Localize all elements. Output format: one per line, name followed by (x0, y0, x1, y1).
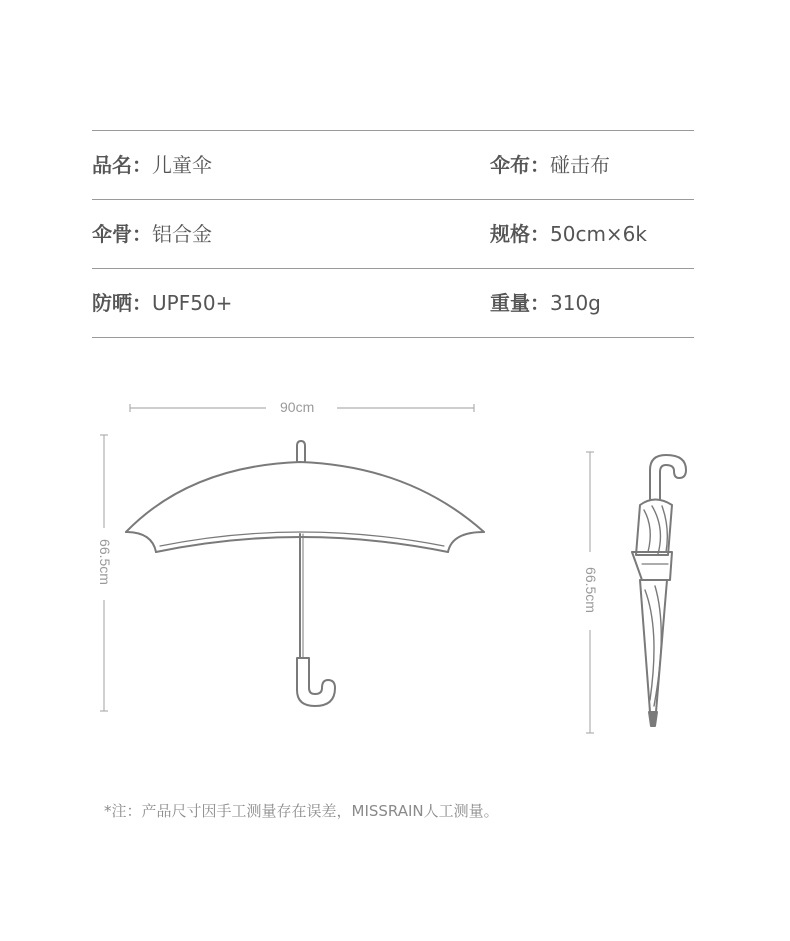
spec-value: 儿童伞 (152, 153, 212, 177)
spec-value: UPF50+ (152, 291, 233, 315)
closed-height-label: 66.5cm (582, 567, 599, 613)
open-height-label: 66.5cm (96, 539, 113, 585)
spec-value: 碰击布 (550, 153, 610, 177)
spec-key: 重量： (490, 291, 550, 315)
spec-key: 品名： (92, 153, 152, 177)
measurement-note: *注：产品尺寸因手工测量存在误差，MISSRAIN人工测量。 (104, 802, 499, 820)
spec-value: 铝合金 (152, 222, 212, 246)
open-umbrella-icon (126, 441, 484, 706)
open-width-label: 90cm (280, 399, 315, 415)
spec-key: 规格： (490, 222, 550, 246)
spec-value: 50cm×6k (550, 222, 647, 246)
spec-key: 伞布： (490, 153, 550, 177)
spec-key: 防晒： (92, 291, 152, 315)
closed-umbrella-icon (632, 455, 686, 726)
spec-value: 310g (550, 291, 601, 315)
spec-key: 伞骨： (92, 222, 152, 246)
